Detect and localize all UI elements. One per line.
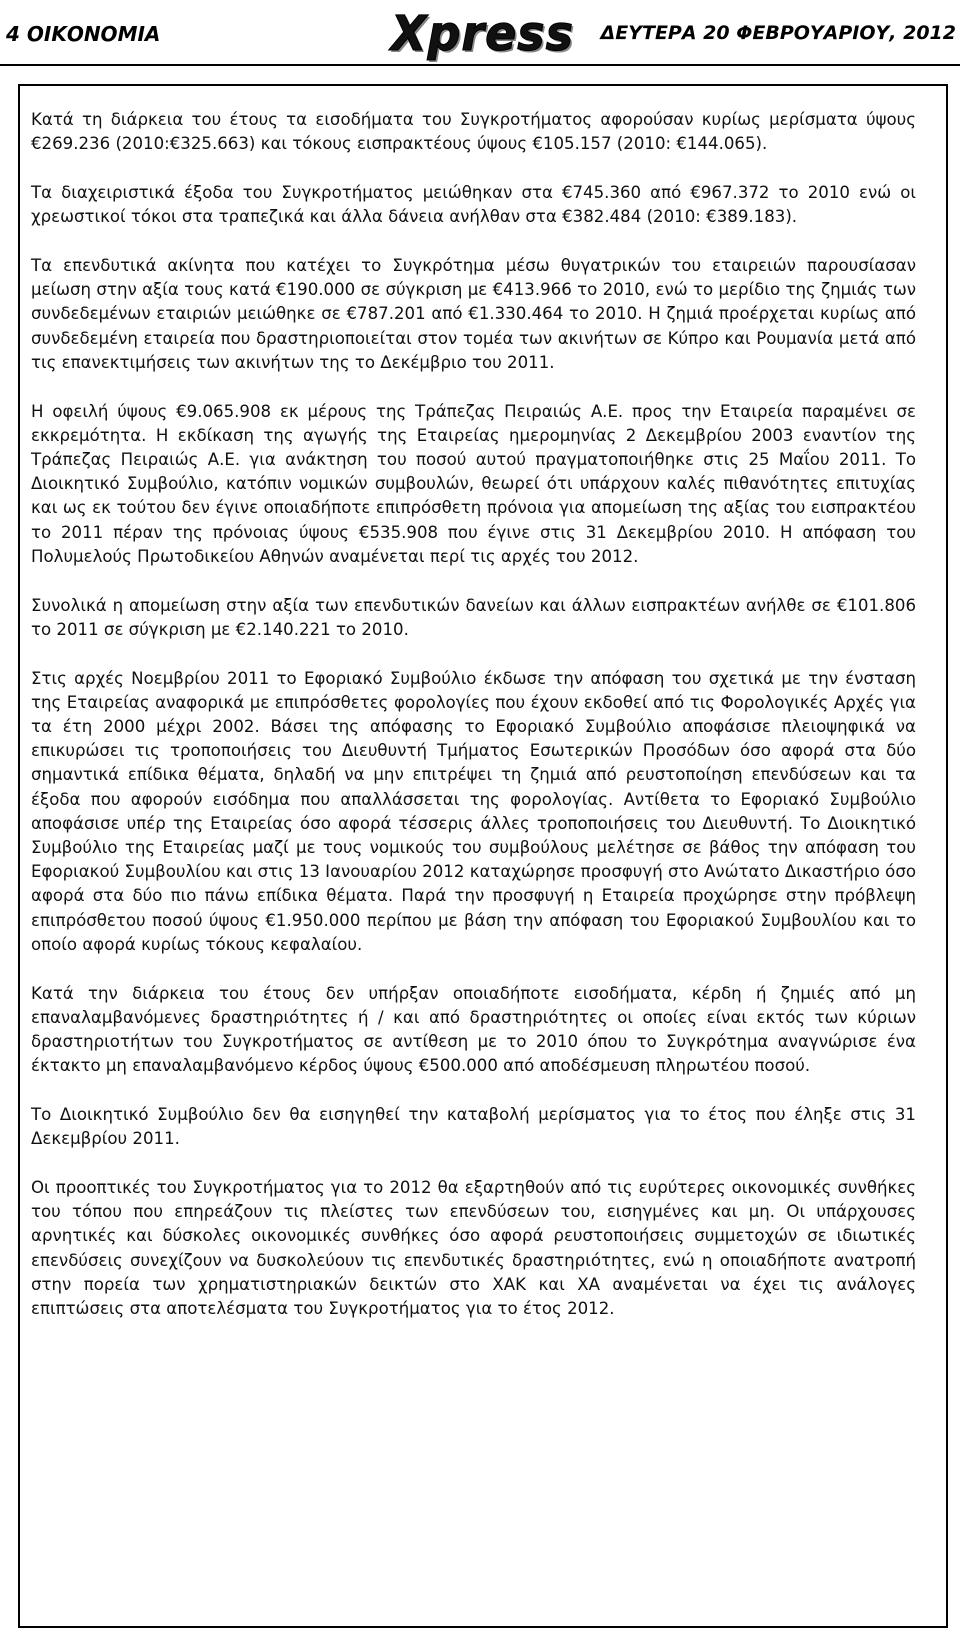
paragraph-income: Κατά τη διάρκεια του έτους τα εισοδήματα του Συγκροτήματος αφορούσαν κυρίως μερίσματα ύψους €269.236 (2010:€325.663) και τόκους εισπρακτέους ύψους €105.157 (2010: €144.065). <box>31 110 916 154</box>
page-header <box>0 0 960 66</box>
paragraph-piraeus-claim: Η οφειλή ύψους €9.065.908 εκ μέρους της Τράπεζας Πειραιώς Α.Ε. προς την Εταιρεία παραμένει σε εκκρεμότητα. Η εκδίκαση της αγωγής της Εταιρείας ημερομηνίας 2 Δεκεμβρίου 2003 εναντίον της Τράπεζας Πειραιώς Α.Ε. για ανάκτηση του ποσού αυτού πραγματοποιήθηκε στις 25 Μαΐου 2011. Το Διοικητικό Συμβούλιο, κατόπιν νομικών συμβουλών, θεωρεί ότι υπάρχουν καλές πιθανότητες επιτυχίας και ως εκ τούτου δεν έγινε οποιαδήποτε επιπρόσθετη πρόνοια για απομείωση της αξίας του εισπρακτέου το 2011 πέραν της πρόνοιας ύψους €535.908 που έγινε στις 31 Δεκεμβρίου 2010. Η απόφαση του Πολυμελούς Πρωτοδικείου Αθηνών αναμένεται περί τις αρχές του 2012. <box>31 401 916 566</box>
section-label: 4 ΟΙΚΟΝΟΜΙΑ <box>6 22 161 46</box>
issue-date: ΔΕΥΤΕΡΑ 20 ΦΕΒΡΟΥΑΡΙΟΥ, 2012 <box>600 22 956 44</box>
paragraph-investment-property: Τα επενδυτικά ακίνητα που κατέχει το Συγκρότημα μέσω θυγατρικών του εταιρειών παρουσίασαν μείωση στην αξία τους κατά €190.000 σε σύγκριση με €413.966 το 2010, ενώ το μερίδιο της ζημιάς των συνδεδεμένων εταιριών μειώθηκε σε €787.201 από €1.330.464 το 2010. Η ζημιά προέρχεται κυρίως από συνδεδεμένη εταιρεία που δραστηριοποιείται στον τομέα των ακινήτων σε Κύπρο και Ρουμανία μετά από τις επανεκτιμήσεις των ακινήτων της το Δεκέμβριο του 2011. <box>31 256 916 372</box>
paragraph-outlook: Οι προοπτικές του Συγκροτήματος για το 2012 θα εξαρτηθούν από τις ευρύτερες οικονομικές συνθήκες του τόπου που επηρεάζουν τις πλείστες των επενδύσεων του, εισηγμένες και μη. Οι υπάρχουσες αρνητικές και δύσκολες οικονομικές συνθήκες όσο αφορά ρευστοποιήσεις συμμετοχών σε ιδιωτικές επενδύσεις συνεχίζουν να δυσκολεύουν τις επενδυτικές δραστηριότητες, ενώ η οποιαδήποτε ανατροπή στην πορεία των χρηματιστηριακών δεικτών στο ΧΑΚ και ΧΑ αναμένεται να έχει τις ανάλογες επιπτώσεις στα αποτελέσματα του Συγκροτήματος για το έτος 2012. <box>31 1178 916 1319</box>
paragraph-dividend: Το Διοικητικό Συμβούλιο δεν θα εισηγηθεί την καταβολή μερίσματος για το έτος που έληξε στις 31 Δεκεμβρίου 2011. <box>31 1105 916 1149</box>
newspaper-logo: Xpress <box>391 4 575 62</box>
paragraph-impairment: Συνολικά η απομείωση στην αξία των επενδυτικών δανείων και άλλων εισπρακτέων ανήλθε σε €101.806 το 2011 σε σύγκριση με €2.140.221 το 2010. <box>31 595 916 639</box>
paragraph-tax-board: Στις αρχές Νοεμβρίου 2011 το Εφοριακό Συμβούλιο έκδωσε την απόφαση του σχετικά με την ένσταση της Εταιρείας αναφορικά με επιπρόσθετες φορολογίες που έχουν εκδοθεί από τις Φορολογικές Αρχές για τα έτη 2000 μέχρι 2002. Βάσει της απόφασης το Εφοριακό Συμβούλιο αποφάσισε πλειοψηφικά να επικυρώσει τις τροποποιήσεις του Διευθυντή Τμήματος Εσωτερικών Προσόδων όσο αφορά στα δύο σημαντικά επίδικα θέματα, δηλαδή να μην επιτρέψει τη ζημιά από ρευστοποίηση επενδύσεων και τα έξοδα που αφορούν εισόδημα που απαλλάσσεται της φορολογίας. Αντίθετα το Εφοριακό Συμβούλιο αποφάσισε υπέρ της Εταιρείας όσο αφορά τέσσερις άλλες τροποποιήσεις του Διευθυντή. Το Διοικητικό Συμβούλιο της Εταιρείας μαζί με τους νομικούς του συμβούλους μελέτησε σε βάθος την απόφαση του Εφοριακού Συμβουλίου και στις 13 Ιανουαρίου 2012 καταχώρησε προσφυγή στο Ανώτατο Δικαστήριο όσο αφορά στα δύο πιο πάνω επίδικα θέματα. Παρά την προσφυγή η Εταιρεία προχώρησε στην πρόβλεψη επιπρόσθετου ποσού ύψους €1.950.000 περίπου με βάση την απόφαση του Εφοριακού Συμβουλίου και το οποίο αφορά κυρίως τόκους κεφαλαίου. <box>31 668 916 954</box>
paragraph-expenses: Τα διαχειριστικά έξοδα του Συγκροτήματος μειώθηκαν στα €745.360 από €967.372 το 2010 ενώ οι χρεωστικοί τόκοι στα τραπεζικά και άλλα δάνεια ανήλθαν στα €382.484 (2010: €389.183). <box>31 183 916 227</box>
article-body <box>31 108 916 1346</box>
paragraph-non-recurring: Κατά την διάρκεια του έτους δεν υπήρξαν οποιαδήποτε εισοδήματα, κέρδη ή ζημιές από μη επαναλαμβανόμενες δραστηριότητες ή / και από δραστηριότητες οι οποίες είναι εκτός των κύριων δραστηριοτήτων του Συγκροτήματος σε αντίθεση με το 2010 όπου το Συγκρότημα αναγνώρισε ένα έκτακτο μη επαναλαμβανόμενο κέρδος ύψους €500.000 από αποδέσμευση πληρωτέου ποσού. <box>31 983 916 1076</box>
